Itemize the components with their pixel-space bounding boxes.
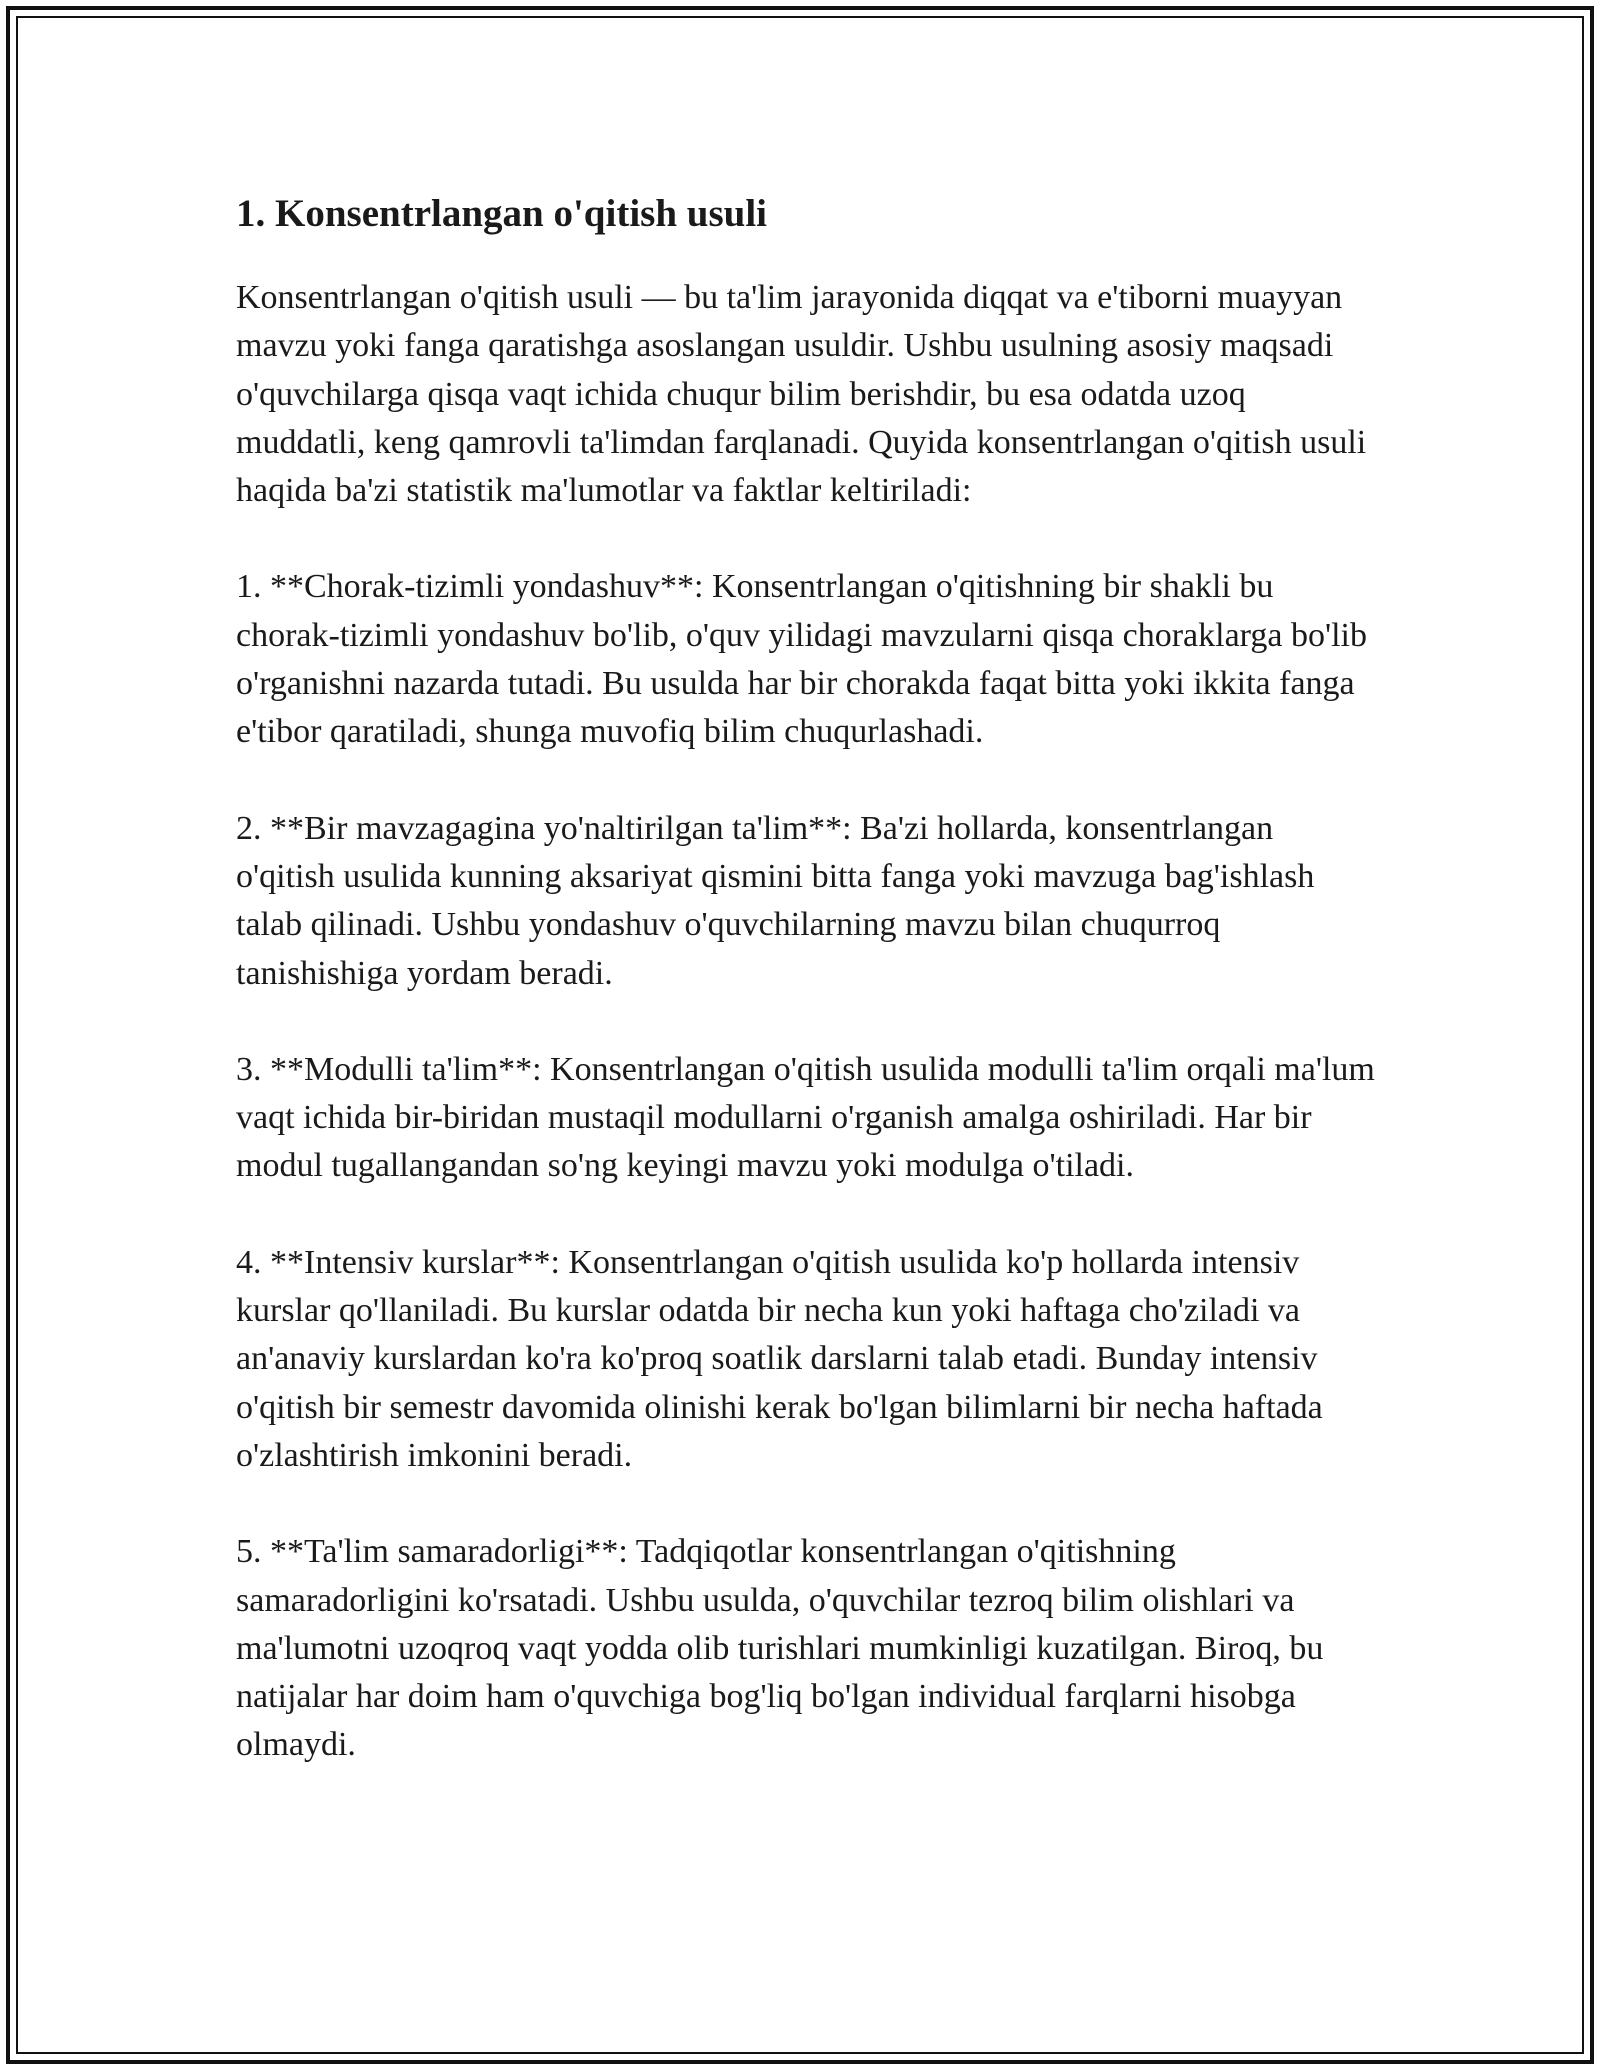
document-title: 1. Konsentrlangan o'qitish usuli — [236, 192, 767, 235]
list-item-modulli-talim: 3. **Modulli ta'lim**: Konsentrlangan o'qitish usulida modulli ta'lim orqali ma'lum vaqt ichida bir-biridan mustaqil modullarni o'rganish amalga oshiriladi. Har bir modul tugallangandan so'ng keyingi mavzu yoki modulga o'tiladi. — [236, 1050, 1375, 1185]
list-item-bir-mavzagagina: 2. **Bir mavzagagina yo'naltirilgan ta'lim**: Ba'zi hollarda, konsentrlangan o'qitish usulida kunning aksariyat qismini bitta fanga yoki mavzuga bag'ishlash talab qilinadi. Ushbu yondashuv o'quvchilarning mavzu bilan chuqurroq tanishishiga yordam beradi. — [236, 809, 1315, 992]
list-item-chorak-tizimli: 1. **Chorak-tizimli yondashuv**: Konsentrlangan o'qitishning bir shakli bu chorak-tizimli yondashuv bo'lib, o'quv yilidagi mavzularni qisqa choraklarga bo'lib o'rganishni nazarda tutadi. Bu usulda har bir chorakda faqat bitta yoki ikkita fanga e'tibor qaratiladi, shunga muvofiq bilim chuqurlashadi. — [236, 568, 1367, 751]
list-item-talim-samaradorligi: 5. **Ta'lim samaradorligi**: Tadqiqotlar konsentrlangan o'qitishning samaradorligini ko'rsatadi. Ushbu usulda, o'quvchilar tezroq bilim olishlari va ma'lumotni uzoqroq vaqt yodda olib turishlari mumkinligi kuzatilgan. Biroq, bu natijalar har doim ham o'quvchiga bog'liq bo'lgan individual farqlarni hisobga olmaydi. — [236, 1533, 1324, 1764]
document-body — [236, 182, 1376, 1818]
intro-paragraph: Konsentrlangan o'qitish usuli — bu ta'lim jarayonida diqqat va e'tiborni muayyan mavzu yoki fanga qaratishga asoslangan usuldir. Ushbu usulning asosiy maqsadi o'quvchilarga qisqa vaqt ichida chuqur bilim berishdir, bu esa odatda uzoq muddatli, keng qamrovli ta'limdan farqlanadi. Quyida konsentrlangan o'qitish usuli haqida ba'zi statistik ma'lumotlar va faktlar keltiriladi: — [236, 279, 1367, 510]
list-item-intensiv-kurslar: 4. **Intensiv kurslar**: Konsentrlangan o'qitish usulida ko'p hollarda intensiv kurslar qo'llaniladi. Bu kurslar odatda bir necha kun yoki haftaga cho'ziladi va an'anaviy kurslardan ko'ra ko'proq soatlik darslarni talab etadi. Bunday intensiv o'qitish bir semestr davomida olinishi kerak bo'lgan bilimlarni bir necha haftada o'zlashtirish imkonini beradi. — [236, 1243, 1323, 1474]
